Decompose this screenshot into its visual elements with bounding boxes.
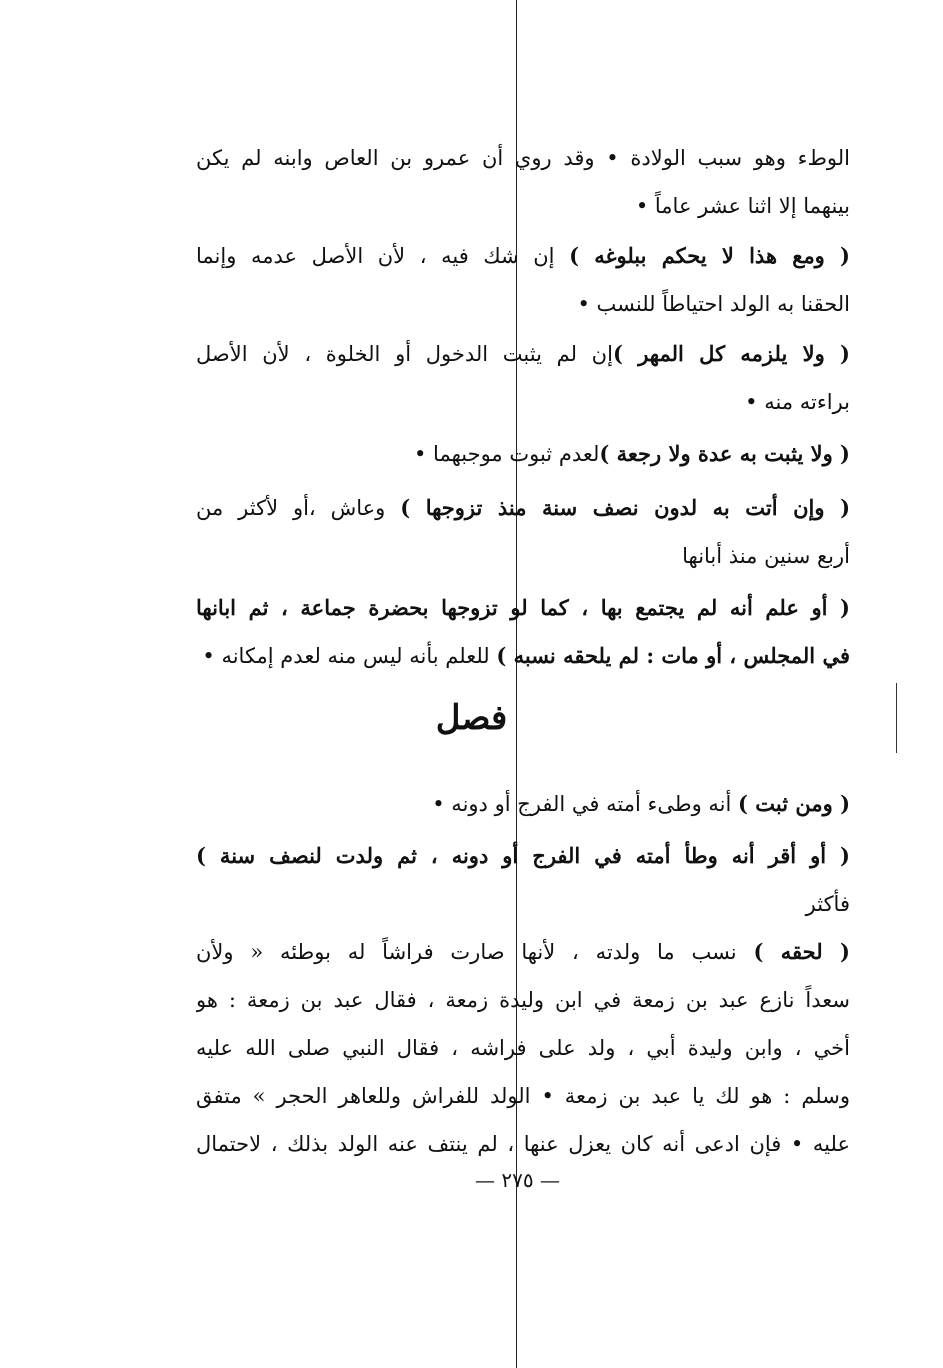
paragraph-3 — [196, 330, 850, 426]
paragraph-5-line-1 — [196, 484, 850, 532]
paragraph-9-bold: ( لحقه ) — [753, 939, 850, 964]
paragraph-9-line-1 — [196, 928, 850, 976]
paragraph-5-text: وعاش ،أو لأكثر من — [196, 496, 401, 520]
paragraph-7-bold: ( ومن ثبت ) — [738, 791, 850, 816]
paragraph-3-line-2: براءته منه • — [745, 390, 850, 414]
section-heading: فصل — [435, 698, 508, 738]
paragraph-3-bold: ( ولا يلزمه كل المهر ) — [612, 341, 850, 366]
paragraph-4-line-1 — [196, 430, 850, 478]
paragraph-3-line-1 — [196, 330, 850, 378]
paragraph-2-text: إن شك فيه ، لأن الأصل عدمه وإنما — [196, 244, 570, 268]
paragraph-1-line-2: بينهما إلا اثنا عشر عاماً • — [635, 194, 850, 218]
paragraph-7-line-1 — [196, 780, 850, 828]
paragraph-5-line-2: أربع سنين منذ أبانها — [682, 544, 850, 568]
paragraph-4 — [196, 430, 850, 478]
paragraph-6-line-2 — [196, 632, 850, 680]
paragraph-8 — [196, 832, 850, 928]
paragraph-6-line-1: ( أو علم أنه لم يجتمع بها ، كما لو تزوجها بحضرة جماعة ، ثم ابانها — [196, 595, 850, 620]
paragraph-5-bold: ( وإن أتت به لدون نصف سنة منذ تزوجها ) — [400, 495, 850, 520]
paragraph-3-text: إن لم يثبت الدخول أو الخلوة ، لأن الأصل — [196, 342, 613, 366]
paragraph-8-line-1: ( أو أقر أنه وطأ أمته في الفرج أو دونه ، ثم ولدت لنصف سنة ) — [196, 843, 850, 868]
paragraph-6 — [196, 584, 850, 680]
paragraph-2-line-1 — [196, 232, 850, 280]
paragraph-1-line-1: الوطء وهو سبب الولادة • وقد روي أن عمرو بن العاص وابنه لم يكن — [196, 146, 850, 170]
paragraph-9-line-2: سعداً نازع عبد بن زمعة في ابن وليدة زمعة ، فقال عبد بن زمعة : هو — [196, 988, 850, 1012]
paragraph-4-bold: ( ولا يثبت به عدة ولا رجعة ) — [599, 441, 850, 466]
paragraph-9-line-4: وسلم : هو لك يا عبد بن زمعة • الولد للفراش وللعاهر الحجر » متفق — [196, 1084, 850, 1108]
paragraph-9-line-3: أخي ، وابن وليدة أبي ، ولد على فراشه ، فقال النبي صلى الله عليه — [196, 1036, 850, 1060]
paragraph-5 — [196, 484, 850, 580]
paragraph-1 — [196, 134, 850, 230]
paragraph-9-line-5: عليه • فإن ادعى أنه كان يعزل عنها ، لم ينتف عنه الولد بذلك ، لاحتمال — [196, 1132, 850, 1156]
paragraph-9-text: نسب ما ولدته ، لأنها صارت فراشاً له بوطئه « ولأن — [196, 940, 754, 964]
paragraph-9 — [196, 928, 850, 1168]
paragraph-2 — [196, 232, 850, 328]
paragraph-7 — [196, 780, 850, 828]
paragraph-6-bold: في المجلس ، أو مات : لم يلحقه نسبه ) — [496, 643, 850, 668]
paragraph-6-text: للعلم بأنه ليس منه لعدم إمكانه • — [202, 644, 497, 668]
paragraph-7-text: أنه وطىء أمته في الفرج أو دونه • — [432, 792, 739, 816]
paragraph-2-line-2: الحقنا به الولد احتياطاً للنسب • — [577, 292, 850, 316]
paragraph-2-bold: ( ومع هذا لا يحكم ببلوغه ) — [569, 243, 850, 268]
page-number: — ٢٧٥ — — [475, 1168, 560, 1192]
paragraph-4-text: لعدم ثبوت موجبهما • — [413, 442, 600, 466]
paragraph-8-line-2: فأكثر — [805, 892, 850, 916]
